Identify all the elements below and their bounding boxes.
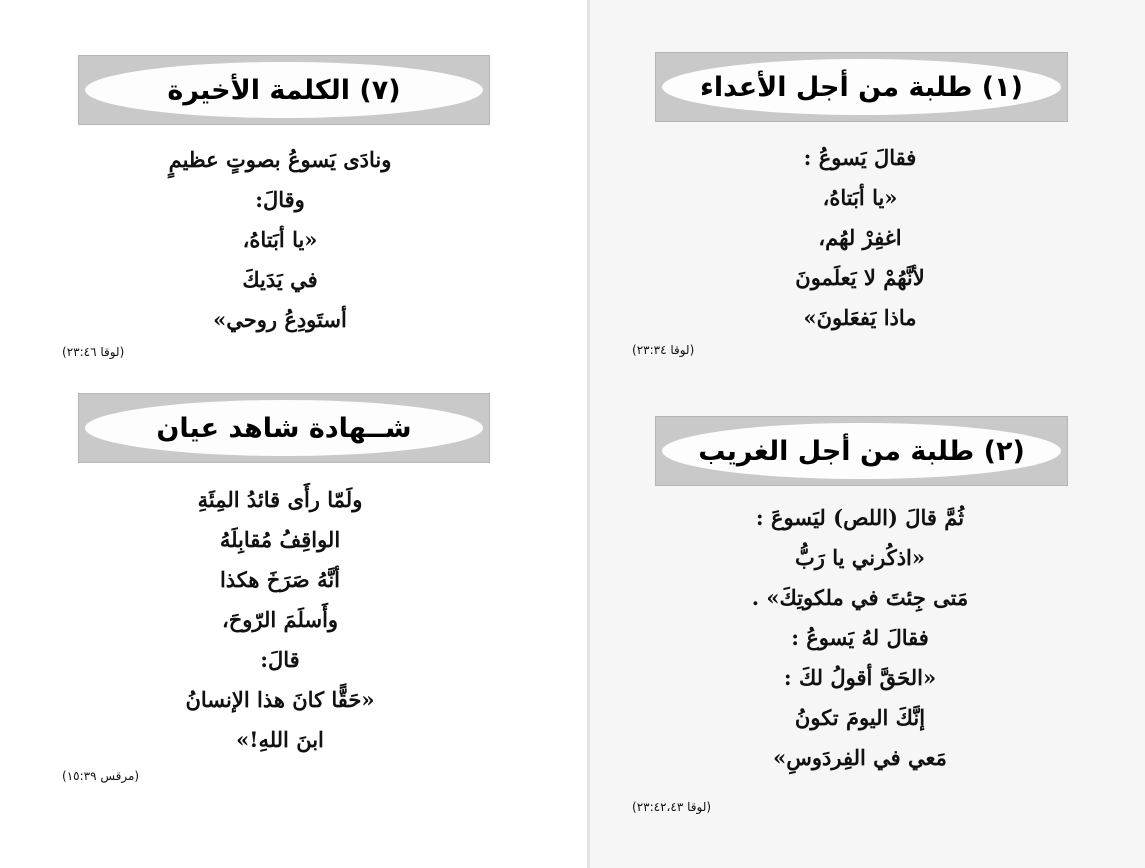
scripture-reference: (لوقا ٢٣:٣٤) (632, 343, 695, 357)
poem-line: وأَسلَمَ الرّوحَ، (221, 607, 339, 632)
poem-line: «الحَقَّ أقولُ لكَ : (783, 665, 937, 690)
poem-line: «اذكُرني يا رَبُّ (794, 545, 926, 570)
poem-line: قالَ: (260, 647, 300, 672)
section-header-stranger (655, 416, 1068, 486)
section-header-last-word (78, 55, 490, 125)
header-pill (662, 59, 1061, 115)
poem-line: «حَقًّا كانَ هذا الإنسانُ (185, 687, 375, 712)
scripture-reference: (لوقا ٢٣:٤٦) (62, 345, 125, 359)
section-title: (١) طلبة من أجل الأعداء (700, 71, 1023, 103)
poem-line: ولَمّا رأَى قائدُ المِئَةِ (197, 487, 363, 512)
poem-line: أستَودِعُ روحي» (213, 307, 347, 332)
header-pill (85, 400, 483, 456)
poem-line: فقالَ لهُ يَسوعُ : (791, 625, 929, 650)
header-pill (85, 62, 483, 118)
poem-line: «يا أبَتاهُ، (822, 185, 898, 210)
poem-line: ابنَ اللهِ!» (236, 727, 324, 752)
section-header-eyewitness (78, 393, 490, 463)
section-title: (٢) طلبة من أجل الغريب (698, 435, 1025, 467)
scripture-reference: (لوقا ٢٣:٤٢،٤٣) (632, 800, 712, 814)
poem-line: مَتى جِئتَ في ملكوتِكَ» . (751, 585, 969, 610)
poem-eyewitness (150, 480, 410, 760)
poem-line: لأنَّهُمْ لا يَعلَمونَ (795, 265, 925, 290)
poem-line: إنَّكَ اليومَ تكونُ (794, 705, 926, 730)
poem-line: ماذا يَفعَلونَ» (803, 305, 917, 330)
poem-line: اغفِرْ لهُم، (818, 225, 902, 250)
poem-line: ونادَى يَسوعُ بصوتٍ عظيمٍ (168, 147, 392, 172)
poem-line: مَعي في الفِردَوسِ» (773, 745, 947, 770)
poem-line: أنَّهُ صَرَخَ هكذا (219, 567, 341, 592)
poem-line: في يَدَيكَ (242, 267, 318, 292)
section-title: (٧) الكلمة الأخيرة (167, 74, 401, 106)
section-header-enemies (655, 52, 1068, 122)
poem-line: الواقِفُ مُقابِلَهُ (219, 527, 341, 552)
poem-line: «يا أبَتاهُ، (242, 227, 318, 252)
poem-line: فقالَ يَسوعُ : (803, 145, 917, 170)
scripture-reference: (مرقس ١٥:٣٩) (62, 769, 140, 783)
poem-line: وقالَ: (255, 187, 305, 212)
poem-last-word (150, 140, 410, 340)
poem-enemies (730, 138, 990, 338)
section-title: شــهادة شاهد عيان (156, 412, 412, 444)
poem-line: ثُمَّ قالَ (اللص) ليَسوعَ : (755, 505, 965, 530)
poem-stranger (715, 498, 1005, 778)
header-pill (662, 423, 1061, 479)
